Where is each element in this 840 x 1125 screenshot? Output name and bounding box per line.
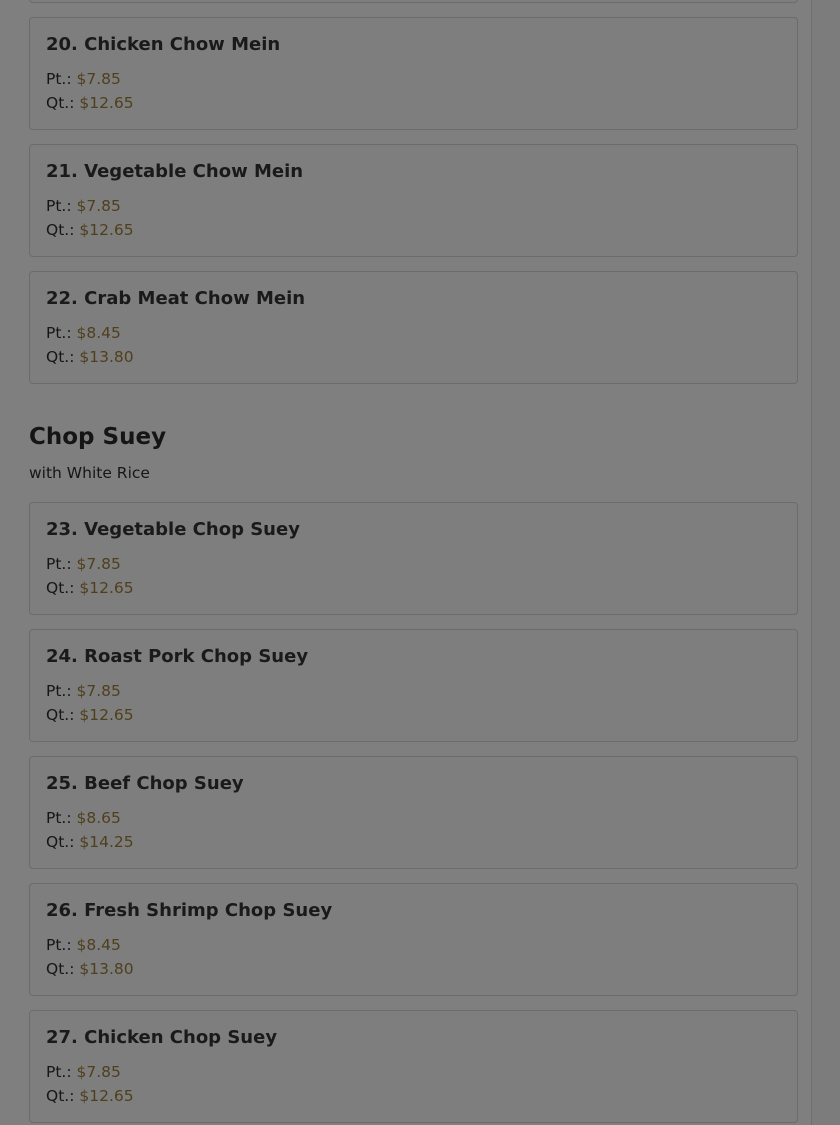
- menu-item-name: 20. Chicken Chow Mein: [46, 34, 281, 55]
- quart-price: $13.80: [79, 348, 134, 366]
- quart-label: Qt.:: [46, 221, 75, 239]
- quart-price-row: [46, 706, 134, 724]
- pint-price-row: [46, 936, 121, 954]
- quart-label: Qt.:: [46, 960, 75, 978]
- pint-label: Pt.:: [46, 936, 72, 954]
- quart-price-row: [46, 348, 134, 366]
- pint-label: Pt.:: [46, 809, 72, 827]
- menu-item-card[interactable]: [29, 883, 798, 996]
- quart-label: Qt.:: [46, 348, 75, 366]
- quart-price-row: [46, 94, 134, 112]
- menu-item-name: 23. Vegetable Chop Suey: [46, 519, 300, 540]
- pint-price-row: [46, 70, 121, 88]
- menu-item-name: 25. Beef Chop Suey: [46, 773, 244, 794]
- section-subtitle: with White Rice: [29, 464, 150, 482]
- pint-price: $8.45: [76, 936, 121, 954]
- section-title: Chop Suey: [29, 424, 167, 450]
- pint-label: Pt.:: [46, 555, 72, 573]
- menu-item-name: 22. Crab Meat Chow Mein: [46, 288, 306, 309]
- quart-label: Qt.:: [46, 1087, 75, 1105]
- pint-label: Pt.:: [46, 682, 72, 700]
- pint-label: Pt.:: [46, 1063, 72, 1081]
- quart-price: $14.25: [79, 833, 134, 851]
- quart-price-row: [46, 221, 134, 239]
- pint-price-row: [46, 197, 121, 215]
- pint-label: Pt.:: [46, 197, 72, 215]
- pint-price-row: [46, 1063, 121, 1081]
- quart-label: Qt.:: [46, 833, 75, 851]
- menu-item-card[interactable]: [29, 271, 798, 384]
- menu-item-card[interactable]: [29, 144, 798, 257]
- quart-label: Qt.:: [46, 579, 75, 597]
- menu-item-name: 24. Roast Pork Chop Suey: [46, 646, 309, 667]
- quart-label: Qt.:: [46, 94, 75, 112]
- pint-price-row: [46, 809, 121, 827]
- pint-price: $7.85: [76, 1063, 121, 1081]
- pint-price: $8.65: [76, 809, 121, 827]
- quart-price: $12.65: [79, 1087, 134, 1105]
- menu-item-card[interactable]: [29, 629, 798, 742]
- quart-price: $12.65: [79, 579, 134, 597]
- menu-item-card[interactable]: [29, 17, 798, 130]
- quart-label: Qt.:: [46, 706, 75, 724]
- quart-price: $12.65: [79, 706, 134, 724]
- quart-price-row: [46, 1087, 134, 1105]
- pint-price: $7.85: [76, 555, 121, 573]
- quart-price: $13.80: [79, 960, 134, 978]
- pint-price: $8.45: [76, 324, 121, 342]
- pint-label: Pt.:: [46, 324, 72, 342]
- pint-price: $7.85: [76, 197, 121, 215]
- menu-item-name: 27. Chicken Chop Suey: [46, 1027, 278, 1048]
- pint-price-row: [46, 682, 121, 700]
- menu-item-card[interactable]: [29, 756, 798, 869]
- pint-label: Pt.:: [46, 70, 72, 88]
- menu-item-card-partial[interactable]: [29, 0, 798, 3]
- quart-price: $12.65: [79, 221, 134, 239]
- menu-item-card[interactable]: [29, 502, 798, 615]
- pint-price-row: [46, 324, 121, 342]
- menu-item-name: 21. Vegetable Chow Mein: [46, 161, 304, 182]
- menu-item-card[interactable]: [29, 1010, 798, 1123]
- quart-price-row: [46, 833, 134, 851]
- pint-price: $7.85: [76, 682, 121, 700]
- quart-price: $12.65: [79, 94, 134, 112]
- pint-price-row: [46, 555, 121, 573]
- pint-price: $7.85: [76, 70, 121, 88]
- quart-price-row: [46, 960, 134, 978]
- quart-price-row: [46, 579, 134, 597]
- menu-item-name: 26. Fresh Shrimp Chop Suey: [46, 900, 333, 921]
